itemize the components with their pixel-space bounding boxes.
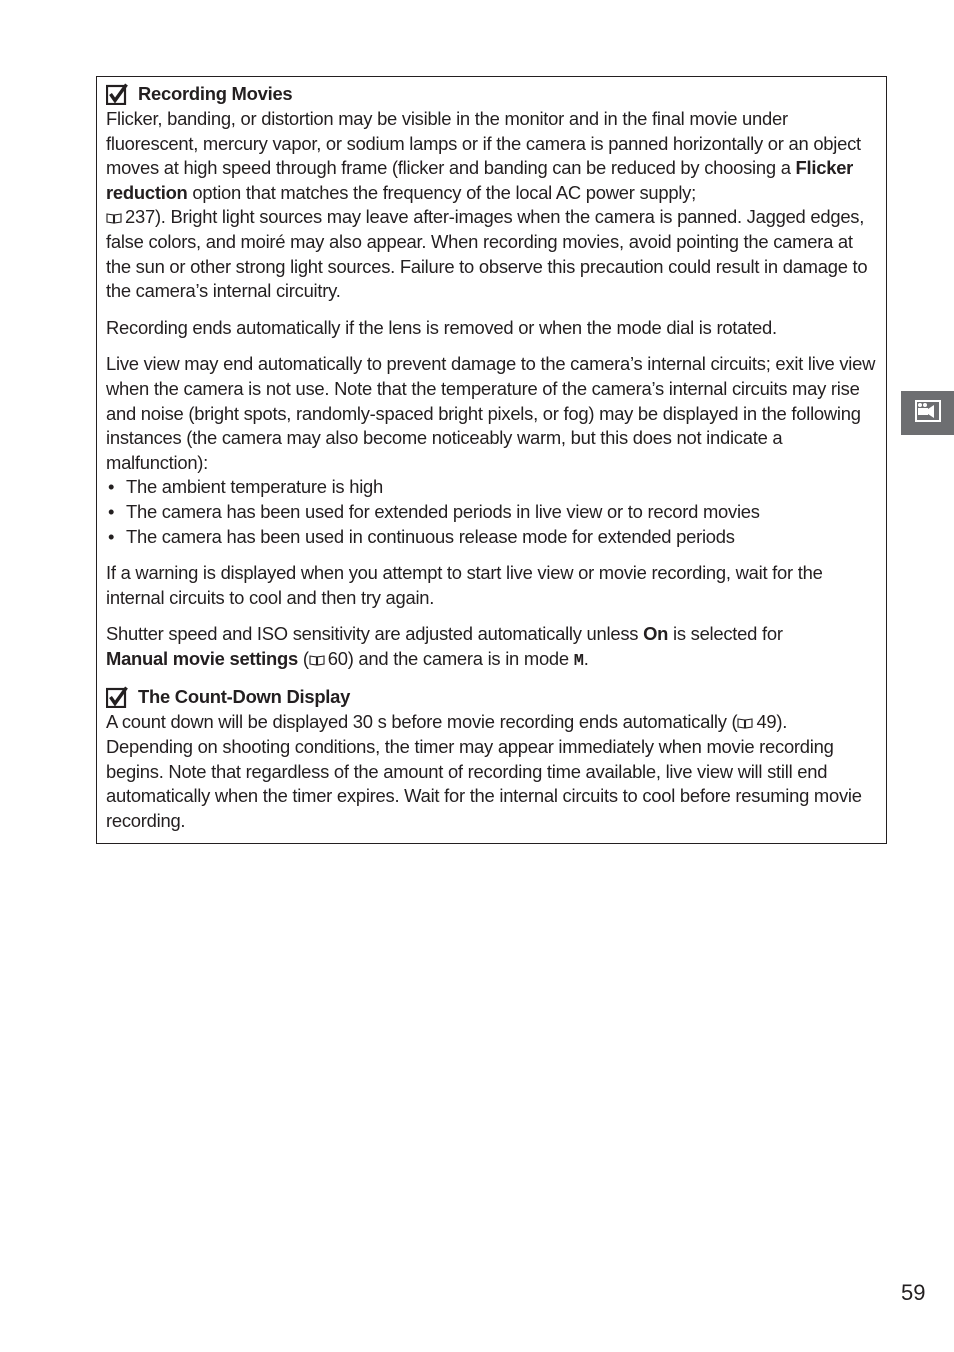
page-number: 59 xyxy=(901,1280,926,1305)
list-item: • The camera has been used for extended periods in live view or to record movies xyxy=(108,500,760,522)
movie-camera-icon xyxy=(914,399,942,428)
paragraph-live-view: Live view may end automatically to prevent damage to the camera’s internal circuits; exit live view when the camera is not use. Note that the temperature of the camera’s internal circuits may rise and noise (bright spots, randomly-spaced bright pixels, or fog) may be displayed in the following instances (the camera may also become noticeably warm, but this does not indicate a malfunction): xyxy=(106,353,876,473)
note-heading-recording-movies xyxy=(106,81,876,107)
checkmark-icon xyxy=(106,83,128,105)
menu-item-manual-movie-settings: Manual movie settings xyxy=(106,647,298,669)
note-title: The Count-Down Display xyxy=(138,686,351,708)
paragraph-flicker: Flicker, banding, or distortion may be visible in the monitor and in the final movie under fluorescent, mercury vapor, or sodium lamps or if the camera is panned horizontally or an object moves at high speed through frame (flicker and banding can be reduced by choosing a Flicker reduction option that matches the frequency of the local AC power supply; 237). Bright light sources may leave after-images when the camera is panned. Jagged edges, false colors, and moiré may also appear. When recording movies, avoid pointing the camera at the sun or other strong light sources. Failure to observe this precaution could result in damage to the camera’s internal circuitry. xyxy=(106,108,868,302)
page-reference: 49 xyxy=(756,711,777,733)
checkmark-icon xyxy=(106,686,128,708)
book-icon xyxy=(106,213,122,224)
note-heading-count-down xyxy=(106,684,876,710)
note-title: Recording Movies xyxy=(138,82,293,104)
list-item: • The ambient temperature is high xyxy=(108,476,384,498)
mode-m-label: M xyxy=(573,651,584,671)
page-reference: 237 xyxy=(125,206,155,228)
book-icon xyxy=(309,655,325,666)
list-item: • The camera has been used in continuous release mode for extended periods xyxy=(108,525,735,547)
paragraph-shutter-speed: Shutter speed and ISO sensitivity are adjusted automatically unless On is selected for Manual movie settings ( 60) and the camera is in mode M. xyxy=(106,623,783,671)
book-icon xyxy=(737,718,753,729)
chapter-tab-movie xyxy=(901,391,954,435)
paragraph-warning: If a warning is displayed when you attempt to start live view or movie recording, wait for the internal circuits to cool and then try again. xyxy=(106,562,823,608)
paragraph-recording-ends: Recording ends automatically if the lens is removed or when the mode dial is rotated. xyxy=(106,316,777,338)
page-reference: 60 xyxy=(327,647,348,669)
bullet-list xyxy=(106,475,876,549)
menu-item-flicker-reduction: Flicker reduction xyxy=(106,157,854,203)
note-box xyxy=(96,76,887,844)
paragraph-count-down: A count down will be displayed 30 s before movie recording ends automatically ( 49). Depending on shooting conditions, the timer may appear immediately when movie recording begins. Note that regardless of the amount of recording time available, live view will still end automatically when the timer expires. Wait for the internal circuits to cool before resuming movie recording. xyxy=(106,711,862,831)
